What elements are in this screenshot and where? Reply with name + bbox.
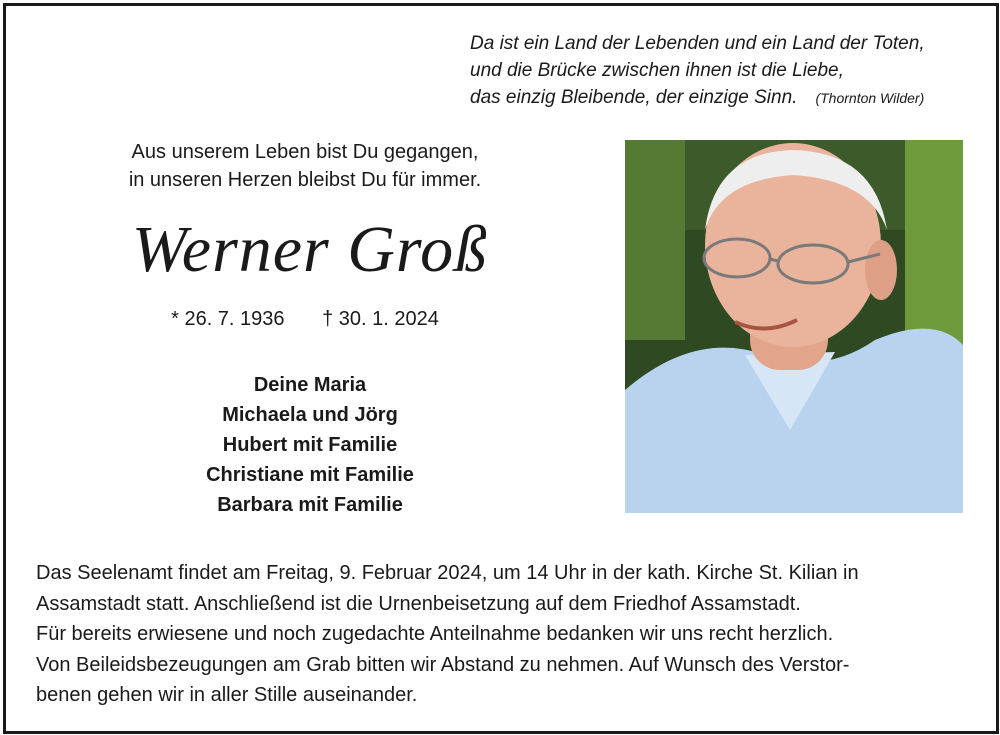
verse-line: in unseren Herzen bleibst Du für immer.	[128, 169, 482, 191]
notice-line: Assamstadt statt. Anschließend ist die Urnenbeisetzung auf dem Friedhof Assamstadt.	[36, 592, 801, 615]
deceased-name: Werner Groß	[131, 213, 489, 286]
death-date: † 30. 1. 2024	[322, 308, 439, 330]
epigraph-quote	[470, 30, 970, 112]
life-dates	[80, 305, 530, 333]
quote-line-text: das einzig Bleibende, der einzige Sinn.	[470, 87, 798, 108]
quote-attribution: (Thornton Wilder)	[815, 90, 925, 106]
quote-line	[470, 84, 970, 112]
memorial-verse	[80, 138, 530, 194]
mourner-entry: Barbara mit Familie	[217, 494, 403, 516]
mourner-entry: Michaela und Jörg	[222, 404, 398, 426]
mourner-entry: Deine Maria	[253, 374, 367, 396]
notice-line: benen gehen wir in aller Stille auseinander.	[36, 684, 418, 706]
portrait-photo	[625, 140, 963, 513]
notice-line: Von Beileidsbezeugungen am Grab bitten wir Abstand zu nehmen. Auf Wunsch des Verstor-	[36, 653, 850, 676]
quote-line: Da ist ein Land der Lebenden und ein Land der Toten,	[470, 33, 925, 54]
notice-line: Für bereits erwiesene und noch zugedachte Anteilnahme bedanken wir uns recht herzlich.	[36, 623, 834, 645]
verse-line: Aus unserem Leben bist Du gegangen,	[131, 141, 479, 163]
quote-line: und die Brücke zwischen ihnen ist die Liebe,	[470, 60, 844, 81]
mourner-entry: Hubert mit Familie	[222, 434, 398, 456]
mourner-entry: Christiane mit Familie	[206, 464, 414, 486]
notice-line: Das Seelenamt findet am Freitag, 9. Februar 2024, um 14 Uhr in der kath. Kirche St. Kilian in	[36, 562, 859, 584]
birth-date: * 26. 7. 1936	[171, 308, 285, 330]
mourners-list	[110, 370, 510, 520]
service-notice	[36, 558, 976, 711]
